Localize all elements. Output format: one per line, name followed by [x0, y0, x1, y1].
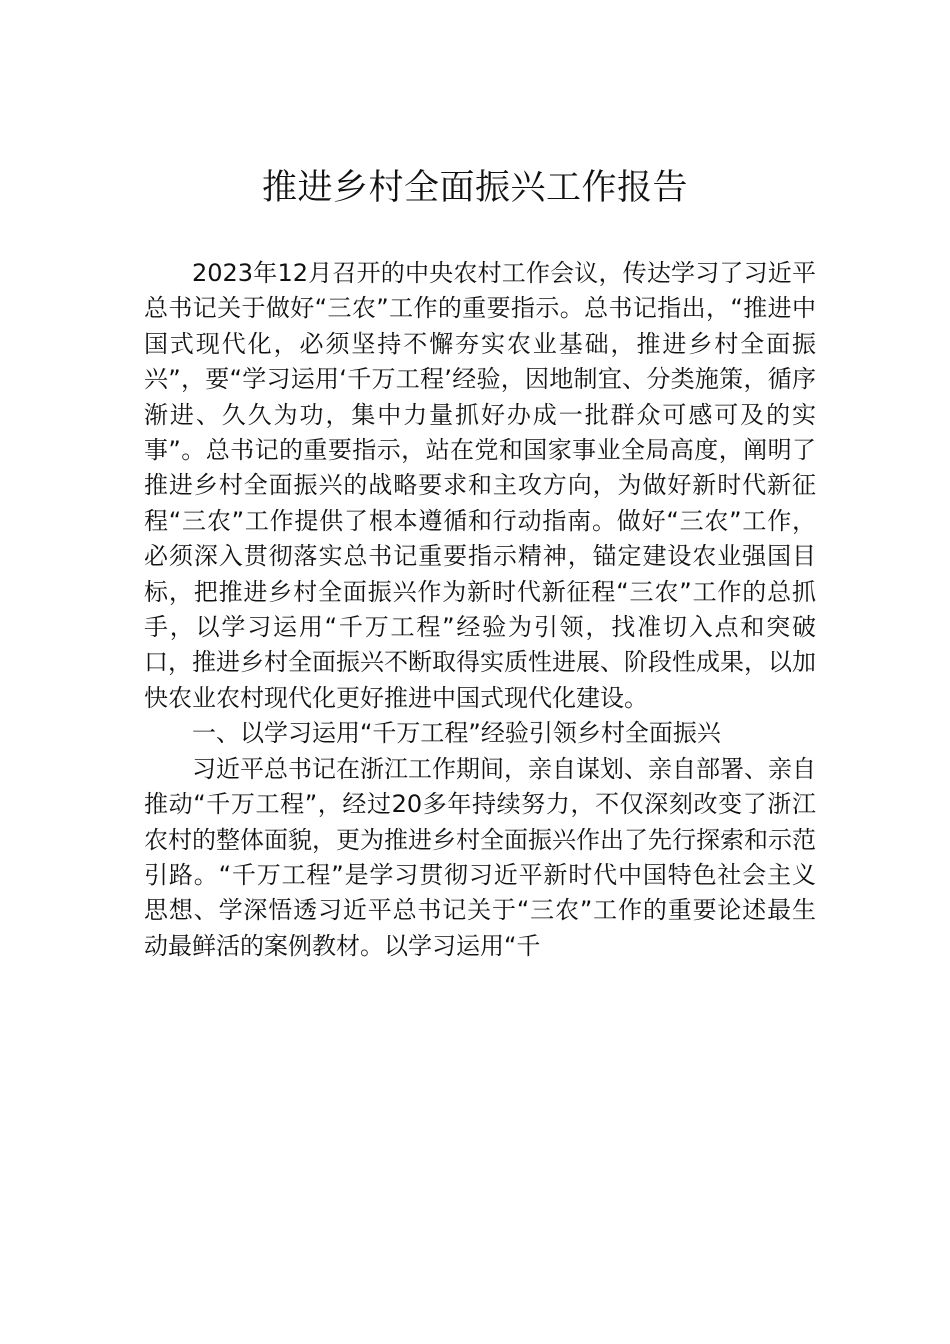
body-paragraph-1: 2023年12月召开的中央农村工作会议，传达学习了习近平总书记关于做好“三农”工作的重要指示。总书记指出，“推进中国式现代化，必须坚持不懈夯实农业基础，推进乡村全面振兴”，要“学习运用‘千万工程’经验，因地制宜、分类施策，循序渐进、久久为功，集中力量抓好办成一批群众可感可及的实事”。总书记的重要指示，站在党和国家事业全局高度，阐明了推进乡村全面振兴的战略要求和主攻方向，为做好新时代新征程“三农”工作提供了根本遵循和行动指南。做好“三农”工作，必须深入贯彻落实总书记重要指示精神，锚定建设农业强国目标，把推进乡村全面振兴作为新时代新征程“三农”工作的总抓手，以学习运用“千万工程”经验为引领，找准切入点和突破口，推进乡村全面振兴不断取得实质性进展、阶段性成果，以加快农业农村现代化更好推进中国式现代化建设。: [144, 259, 816, 712]
section-heading-1: 一、以学习运用“千万工程”经验引领乡村全面振兴: [192, 719, 721, 748]
body-paragraph-2: 习近平总书记在浙江工作期间，亲自谋划、亲自部署、亲自推动“千万工程”，经过20多年持续努力，不仅深刻改变了浙江农村的整体面貌，更为推进乡村全面振兴作出了先行探索和示范引路。“千万工程”是学习贯彻习近平新时代中国特色社会主义思想、学深悟透习近平总书记关于“三农”工作的重要论述最生动最鲜活的案例教材。以学习运用“千: [144, 754, 816, 960]
document-body: [144, 256, 816, 964]
document-title: 推进乡村全面振兴工作报告: [261, 168, 688, 208]
